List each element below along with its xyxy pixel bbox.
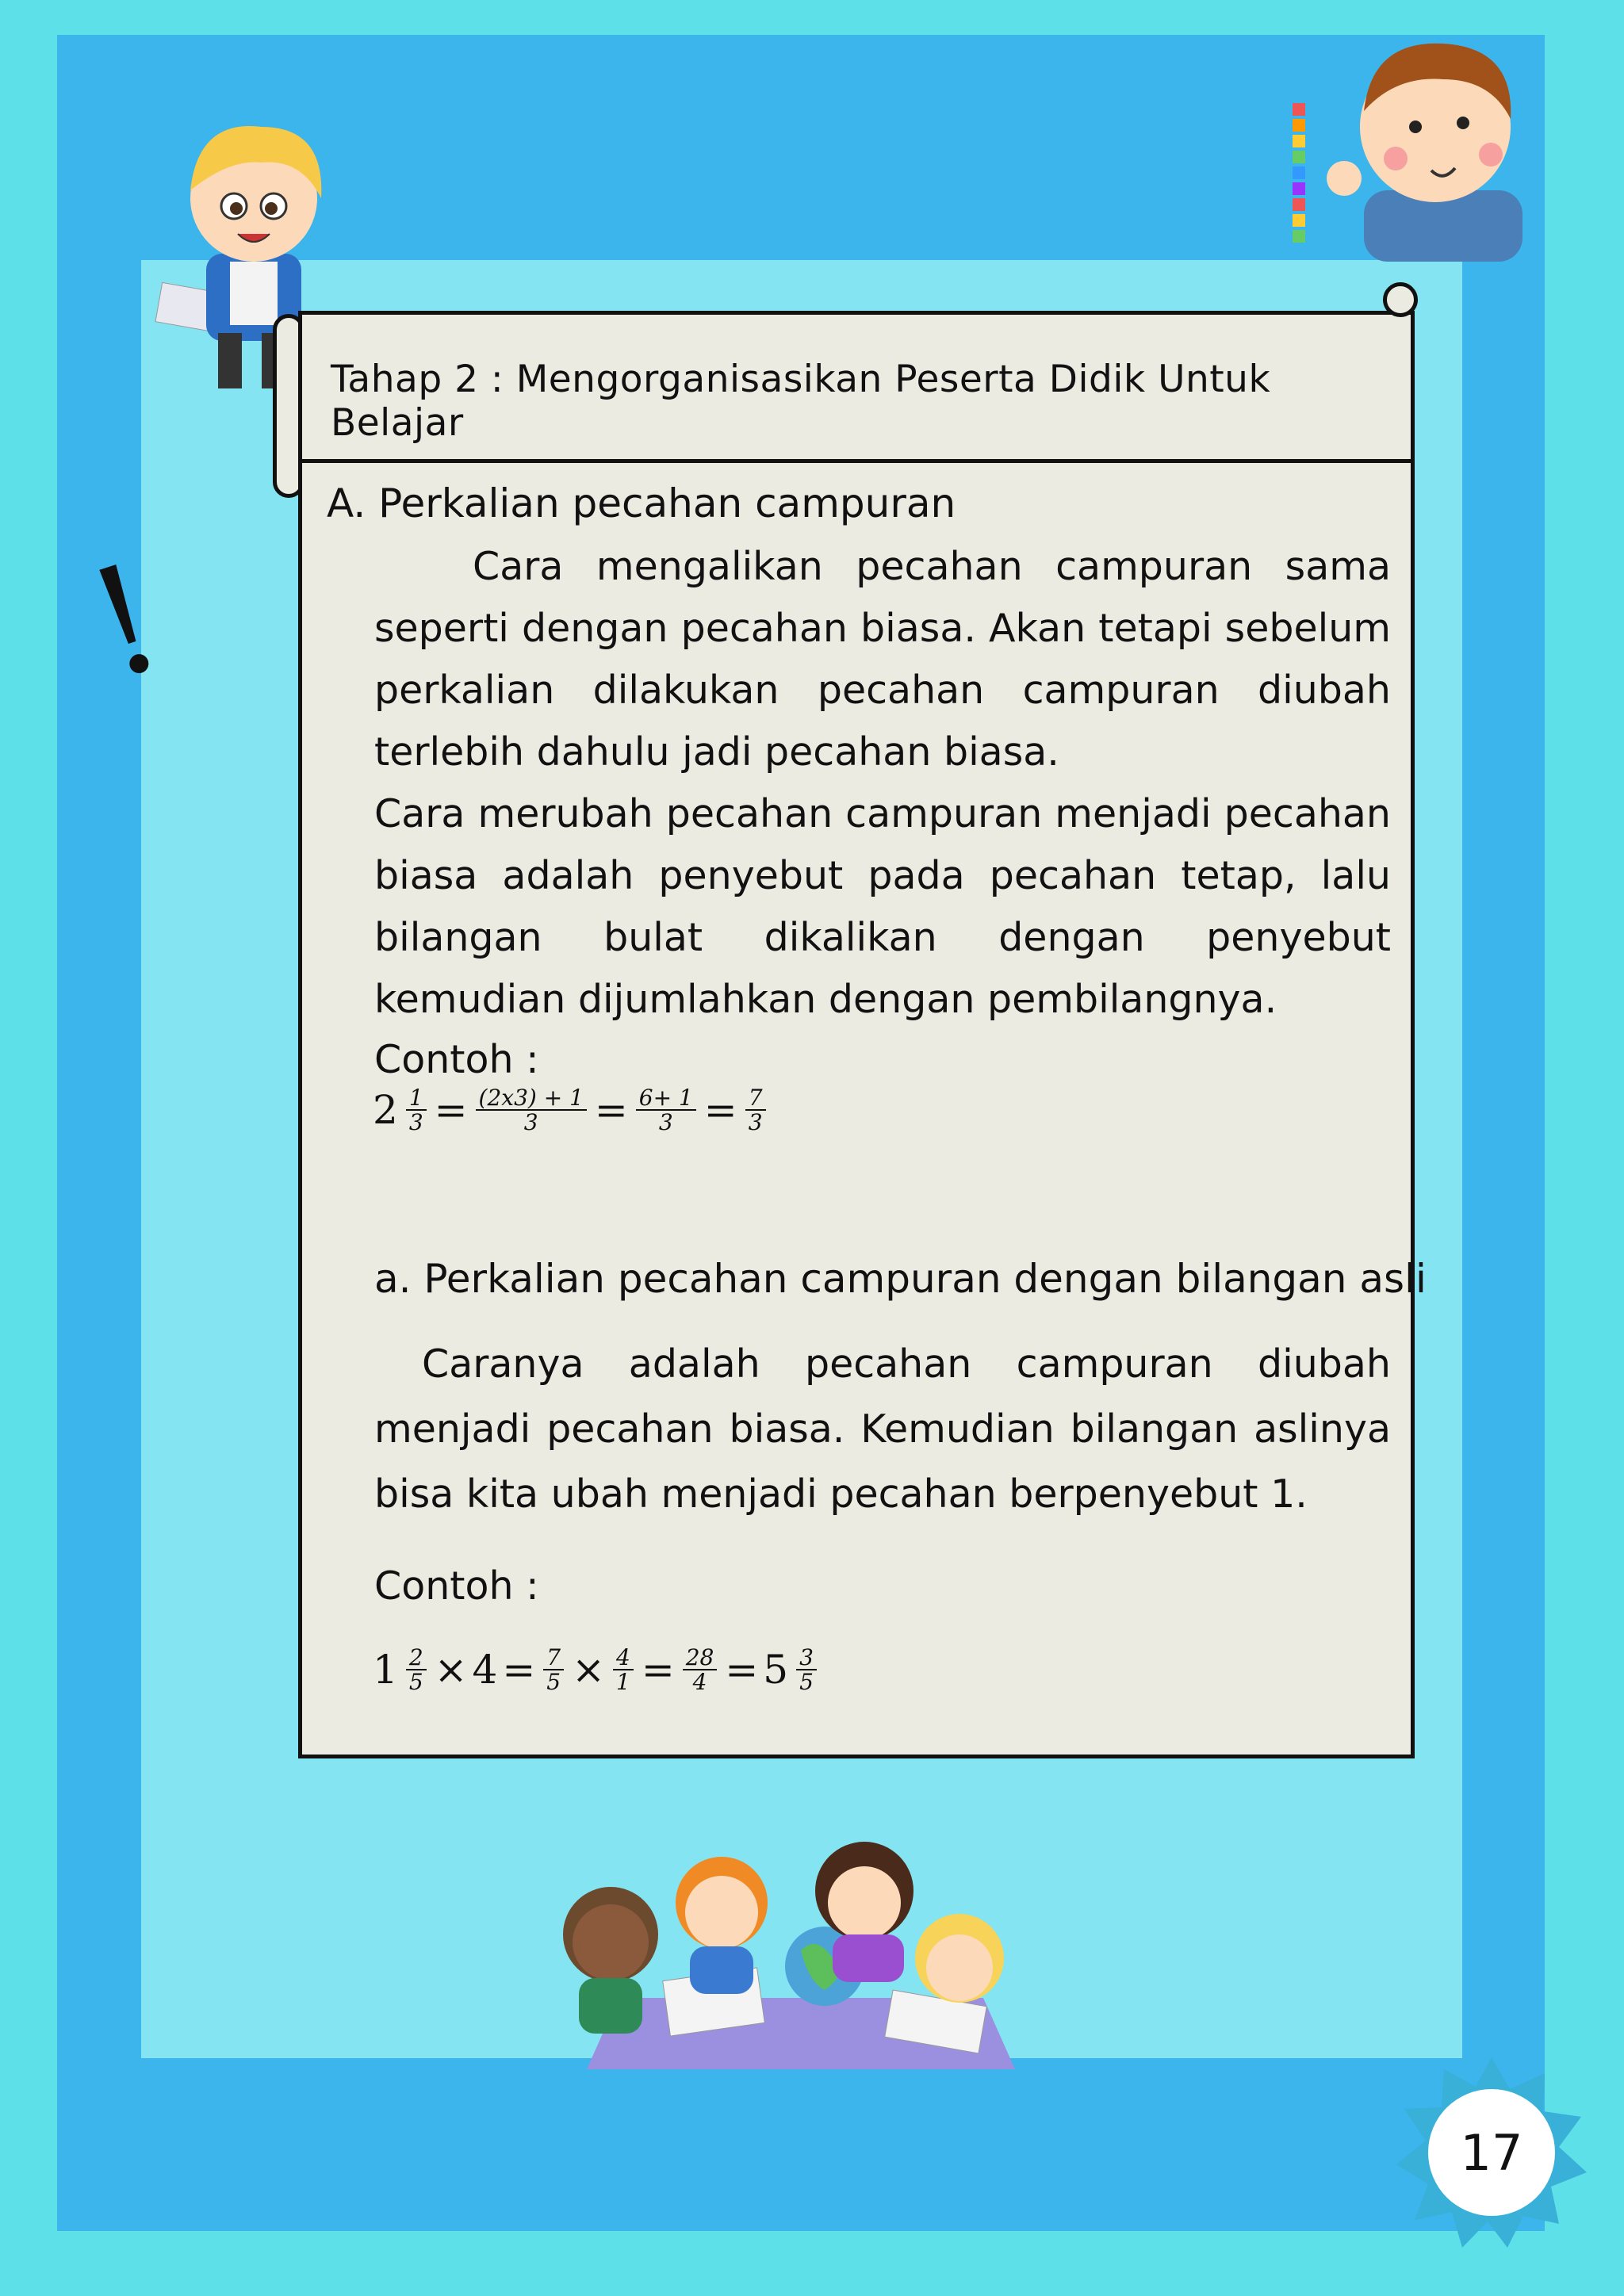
section-title: A. Perkalian pecahan campuran [327, 480, 956, 526]
times-sign: × [434, 1647, 468, 1693]
page-number-badge [1392, 2053, 1591, 2252]
equals-sign: = [502, 1647, 536, 1693]
paragraph-1: Cara mengalikan pecahan campuran sama seperti dengan pecahan biasa. Akan tetapi sebelum perkalian dilakukan pecahan campuran diubah terlebih dahulu jadi pecahan biasa. [374, 544, 1391, 775]
example-label: Contoh : [374, 1563, 539, 1609]
stage-header-card [298, 311, 1415, 463]
fraction: $\frac{2}{5}$ [406, 1646, 427, 1694]
paragraph-2: Cara merubah pecahan campuran menjadi pecahan biasa adalah penyebut pada pecahan tetap, lalu bilangan bulat dikalikan dengan penyebut kemudian dijumlahkan dengan pembilangnya. [374, 791, 1391, 1022]
subsection-title: a. Perkalian pecahan campuran dengan bilangan asli [374, 1256, 1427, 1302]
mixed-whole: 5 [763, 1647, 789, 1693]
fraction: $\frac{7}{5}$ [543, 1646, 564, 1694]
subsection-paragraph: Caranya adalah pecahan campuran diubah menjadi pecahan biasa. Kemudian bilangan aslinya bisa kita ubah menjadi pecahan berpenyebut 1. [374, 1341, 1391, 1517]
times-sign: × [572, 1647, 605, 1693]
mixed-whole: 2 [373, 1087, 398, 1134]
fraction: $\frac{3}{5}$ [796, 1646, 817, 1694]
scroll-curl [1383, 282, 1418, 317]
equals-sign: = [434, 1087, 468, 1134]
mixed-whole: 1 [373, 1647, 398, 1693]
example-formula-2 [373, 1646, 820, 1694]
fraction: $\frac{28}{4}$ [683, 1646, 718, 1694]
equals-sign: = [703, 1087, 737, 1134]
example-label: Contoh : [374, 1037, 539, 1082]
page-number: 17 [1460, 2123, 1523, 2182]
fraction: $\frac{6+ 1}{3}$ [636, 1086, 696, 1135]
example-formula-1 [373, 1086, 769, 1135]
equals-sign: = [725, 1647, 759, 1693]
equals-sign: = [594, 1087, 628, 1134]
fraction: $\frac{7}{3}$ [745, 1086, 766, 1135]
children-studying-illustration [539, 1839, 1063, 2077]
equals-sign: = [641, 1647, 675, 1693]
boy-pointing-illustration [1285, 32, 1530, 262]
fraction: $\frac{4}{1}$ [613, 1646, 634, 1694]
number: 4 [472, 1647, 498, 1693]
stage-title: Tahap 2 : Mengorganisasikan Peserta Didik Untuk Belajar [331, 358, 1271, 445]
fraction: $\frac{1}{3}$ [406, 1086, 427, 1135]
fraction: $\frac{(2x3) + 1}{3}$ [476, 1086, 587, 1135]
